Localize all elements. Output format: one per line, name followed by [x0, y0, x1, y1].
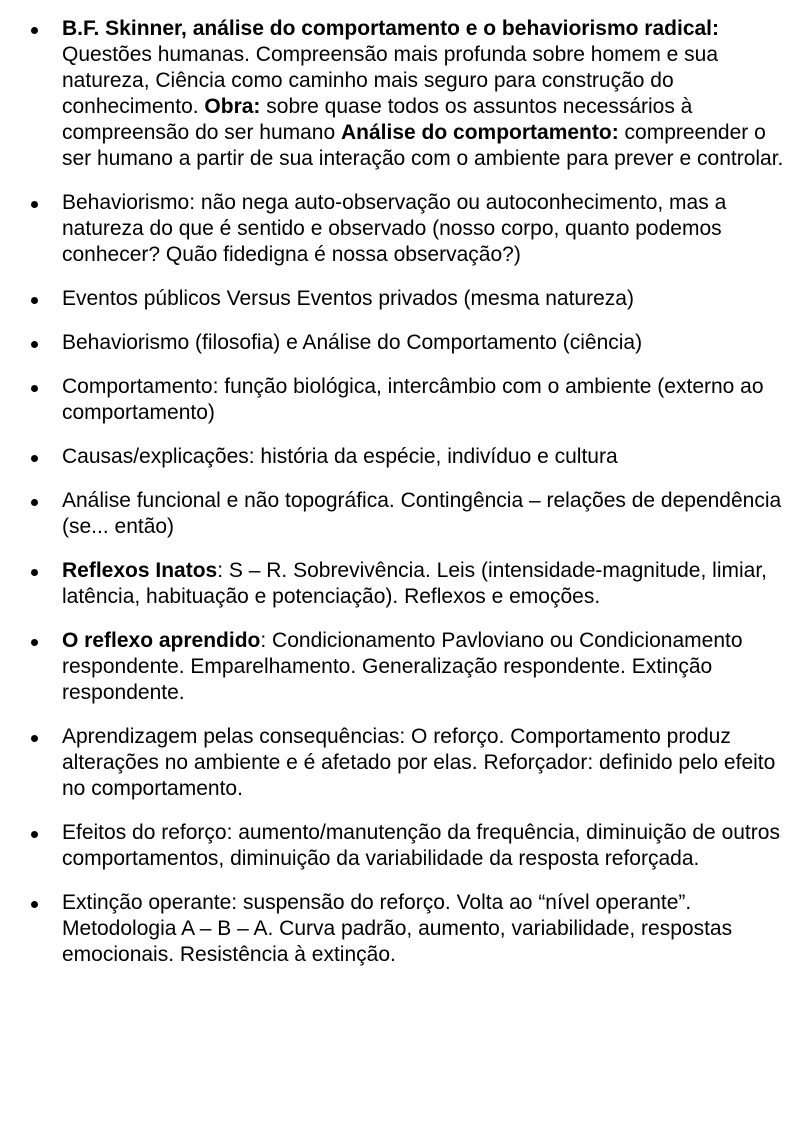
bullet-dot-icon [31, 201, 38, 208]
bullet-item [62, 444, 784, 470]
text-segment: Behaviorismo: não nega auto-observação ou autoconhecimento, mas a natureza do que é sentido e observado (nosso corpo, quanto podemos conhecer? Quão fidedigna é nossa observação?) [62, 191, 727, 266]
bullet-list [62, 16, 784, 986]
bullet-item [62, 488, 784, 540]
bullet-dot-icon [31, 455, 38, 462]
text-segment: Efeitos do reforço: aumento/manutenção da frequência, diminuição de outros comportamentos, diminuição da variabilidade da resposta reforçada. [62, 821, 780, 870]
text-segment: : Condicionamento Pavloviano ou Condicionamento respondente. Emparelhamento. Generalização respondente. Extinção respondente. [62, 629, 743, 704]
text-segment: Análise funcional e não topográfica. Contingência – relações de dependência (se... então) [62, 489, 782, 538]
bullet-item [62, 190, 784, 268]
text-segment: Eventos públicos Versus Eventos privados (mesma natureza) [62, 287, 634, 310]
bullet-dot-icon [31, 499, 38, 506]
text-segment: compreender o ser humano a partir de sua interação com o ambiente para prever e controlar. [62, 121, 784, 170]
text-segment: sobre quase todos os assuntos necessários à compreensão do ser humano [62, 95, 693, 144]
text-segment: Aprendizagem pelas consequências: O reforço. Comportamento produz alterações no ambiente e é afetado por elas. Reforçador: definido pelo efeito no comportamento. [62, 725, 776, 800]
text-segment: Questões humanas. Compreensão mais profunda sobre homem e sua natureza, Ciência como caminho mais seguro para construção do conhecimento. [62, 43, 719, 118]
bullet-dot-icon [31, 735, 38, 742]
bullet-item [62, 374, 784, 426]
bullet-item [62, 286, 784, 312]
bullet-dot-icon [31, 297, 38, 304]
text-segment: Causas/explicações: história da espécie, indivíduo e cultura [62, 445, 618, 468]
bullet-dot-icon [31, 569, 38, 576]
bold-text-segment: Análise do comportamento: [341, 121, 619, 144]
bullet-dot-icon [31, 27, 38, 34]
bold-text-segment: O reflexo aprendido [62, 629, 261, 652]
bullet-item [62, 330, 784, 356]
bullet-item [62, 724, 784, 802]
text-segment: Extinção operante: suspensão do reforço. Volta ao “nível operante”. Metodologia A – B – A. Curva padrão, aumento, variabilidade, respostas emocionais. Resistência à extinção. [62, 891, 733, 966]
bold-text-segment: Obra: [204, 95, 261, 118]
text-segment: : S – R. Sobrevivência. Leis (intensidade-magnitude, limiar, latência, habituação e potenciação). Reflexos e emoções. [62, 559, 767, 608]
bullet-dot-icon [31, 639, 38, 646]
bullet-item [62, 16, 784, 172]
bullet-dot-icon [31, 831, 38, 838]
bold-text-segment: Reflexos Inatos [62, 559, 218, 582]
bullet-item [62, 628, 784, 706]
text-segment: Behaviorismo (filosofia) e Análise do Comportamento (ciência) [62, 331, 643, 354]
bullet-item [62, 820, 784, 872]
bullet-item [62, 890, 784, 968]
bullet-dot-icon [31, 341, 38, 348]
text-segment: Comportamento: função biológica, intercâmbio com o ambiente (externo ao comportamento) [62, 375, 764, 424]
bullet-item [62, 558, 784, 610]
bullet-dot-icon [31, 901, 38, 908]
bullet-dot-icon [31, 385, 38, 392]
bold-text-segment: B.F. Skinner, análise do comportamento e o behaviorismo radical: [62, 17, 720, 40]
